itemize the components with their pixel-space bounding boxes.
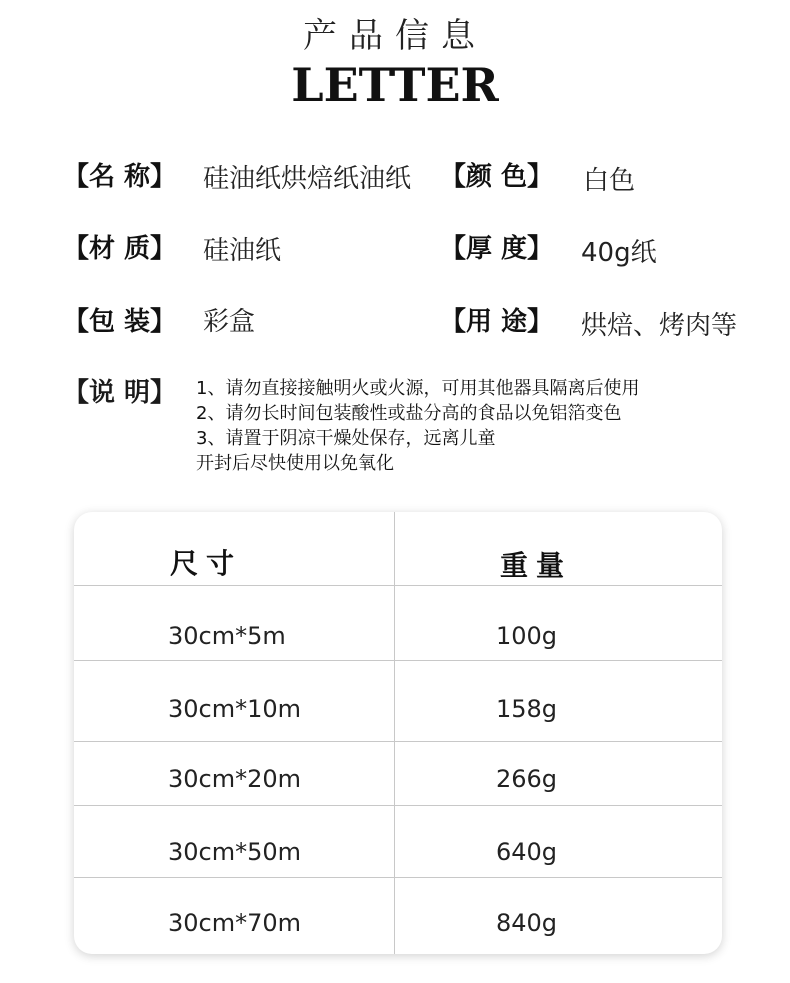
size-cell: 30cm*20m [168, 765, 302, 793]
notes-label: 【说 明】 [63, 378, 177, 408]
row-divider [74, 741, 722, 742]
row-divider [74, 660, 722, 661]
row-divider [74, 585, 722, 586]
name-value: 硅油纸烘焙纸油纸 [203, 164, 412, 194]
row-divider [74, 805, 722, 806]
weight-cell: 158g [496, 695, 558, 723]
header-weight: 重量 [500, 549, 573, 582]
size-cell: 30cm*50m [168, 838, 302, 866]
packaging-label: 【包 装】 [63, 307, 177, 337]
weight-cell: 100g [496, 622, 558, 650]
column-divider [394, 512, 395, 954]
size-cell: 30cm*5m [168, 622, 286, 650]
page-title-cn: 产品信息 [303, 16, 487, 56]
weight-cell: 640g [496, 838, 558, 866]
info-row-name-color [0, 156, 790, 200]
notes-line: 1、请勿直接接触明火或火源，可用其他器具隔离后使用 [196, 378, 640, 399]
info-row-material-thickness [0, 228, 790, 272]
size-cell: 30cm*10m [168, 695, 302, 723]
thickness-label: 【厚 度】 [440, 234, 554, 264]
weight-cell: 266g [496, 765, 558, 793]
color-value: 白色 [583, 166, 636, 196]
size-cell: 30cm*70m [168, 909, 302, 937]
header-size: 尺寸 [170, 547, 243, 580]
usage-label: 【用 途】 [440, 307, 554, 337]
color-label: 【颜 色】 [440, 162, 554, 192]
packaging-value: 彩盒 [203, 307, 256, 337]
material-value: 硅油纸 [203, 236, 282, 266]
notes-line: 3、请置于阴凉干燥处保存，远离儿童 [196, 428, 496, 449]
page-title-en: LETTER [291, 58, 499, 112]
row-divider [74, 877, 722, 878]
info-row-packaging-usage [0, 301, 790, 345]
usage-value: 烘焙、烤肉等 [581, 311, 738, 341]
notes-list [196, 376, 639, 476]
notes-line: 2、请勿长时间包装酸性或盐分高的食品以免铝箔变色 [196, 403, 622, 424]
spec-table [74, 512, 722, 954]
thickness-value: 40g纸 [581, 238, 657, 268]
notes-line: 开封后尽快使用以免氧化 [196, 453, 394, 474]
name-label: 【名 称】 [63, 162, 177, 192]
material-label: 【材 质】 [63, 234, 177, 264]
weight-cell: 840g [496, 909, 558, 937]
